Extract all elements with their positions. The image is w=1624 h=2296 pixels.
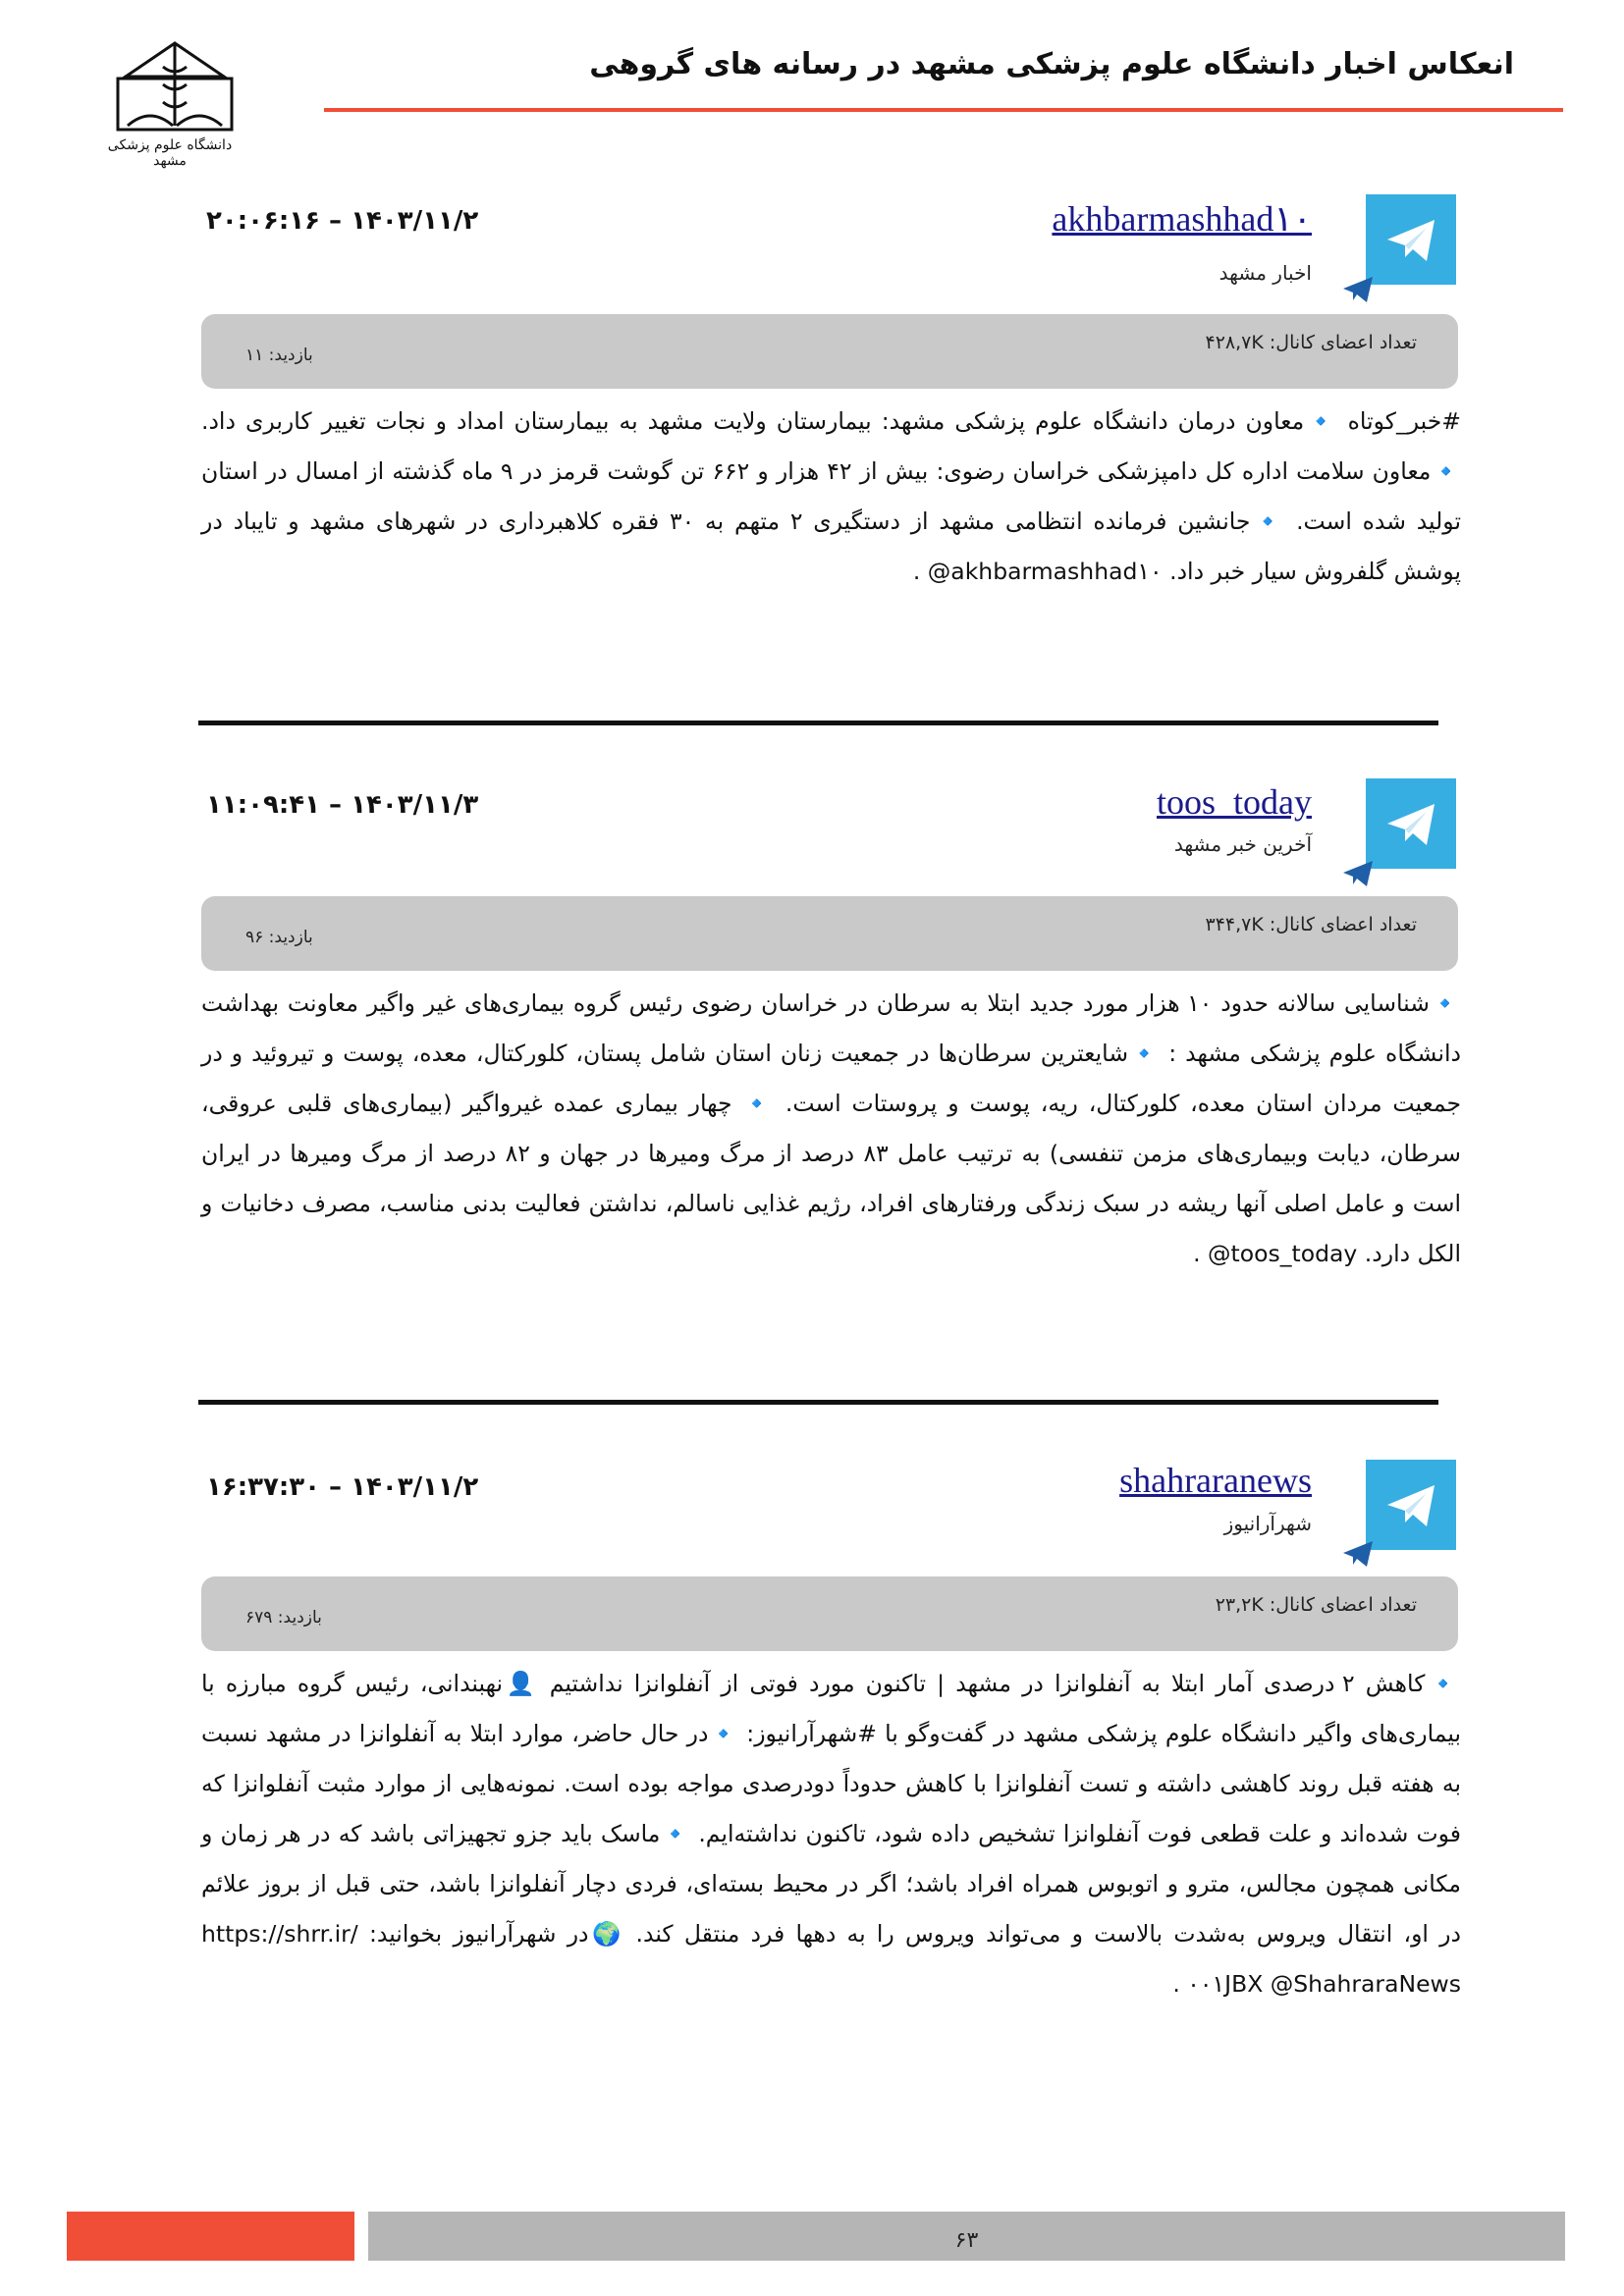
post-body: #خبر_کوتاه 🔹معاون درمان دانشگاه علوم پزشکی مشهد: بیمارستان ولایت مشهد به بیمارستان امداد و نجات تغییر کاربری داد. 🔹معاون سلامت اداره کل دامپزشکی خراسان رضوی: بیش از ۴۲ هزار و ۶۶۲ تن گوشت قرمز در ۹ ماه گذشته از امسال در استان تولید شده است. 🔹جانشین فرمانده انتظامی مشهد از دستگیری ۲ متهم به ۳۰ فقره کلاهبرداری در شهرهای مشهد و تایباد در پوشش گلفروش سیار خبر داد. akhbarmashhad۱۰@ . — [201, 407, 1461, 585]
post-body: 🔹شناسایی سالانه حدود ۱۰ هزار مورد جدید ابتلا به سرطان در خراسان رضوی رئیس گروه بیماری‌های غیر واگیر معاونت بهداشت دانشگاه علوم پزشکی مشهد : 🔹شایعترین سرطان‌ها در جمعیت زنان استان شامل پستان، کلورکتال، معده، پوست و تیروئید و در جمعیت مردان استان معده، کلورکتال، ریه، پوست و پروستات است. 🔹 چهار بیماری عمده غیرواگیر (بیماری‌های قلبی عروقی، سرطان، دیابت وبیماری‌های مزمن تنفسی) به ترتیب عامل ۸۳ درصد از مرگ ومیرها در جهان و ۸۲ درصد از مرگ ومیرها در ایران است و عامل اصلی آنها ریشه در سبک زندگی ورفتارهای افراد، رژیم غذایی ناسالم، نداشتن فعالیت بدنی مناسب، مصرف دخانیات و الکل دارد. toos_today@ . — [201, 989, 1461, 1267]
view-count: بازدید: ۶۷۹ — [245, 1608, 322, 1628]
view-count: بازدید: ۹۶ — [245, 928, 313, 947]
telegram-small-icon — [1341, 273, 1375, 306]
page-title: انعکاس اخبار دانشگاه علوم پزشکی مشهد در رسانه های گروهی — [589, 47, 1514, 81]
stats-bar — [201, 314, 1458, 389]
post-separator — [198, 721, 1438, 725]
stats-bar — [201, 896, 1458, 971]
footer-accent-bar — [67, 2212, 354, 2261]
member-count: تعداد اعضای کانال: ۴۲۸,۷K — [1205, 332, 1417, 353]
header-divider — [324, 108, 1563, 112]
post-body: 🔹کاهش ۲ درصدی آمار ابتلا به آنفلوانزا در مشهد | تاکنون مورد فوتی از آنفلوانزا نداشتیم 👤نهبندانی، رئیس گروه مبارزه با بیماری‌های واگیر دانشگاه علوم پزشکی مشهد در گفت‌وگو با #شهرآرانیوز: 🔹در حال حاضر، موارد ابتلا به آنفلوانزا در مشهد نسبت به هفته قبل روند کاهشی داشته و تست آنفلوانزا با کاهش حدوداً دودرصدی مواجه بوده است. نمونه‌هایی از موارد مثبت آنفلوانزا که فوت شده‌اند و علت قطعی فوت آنفلوانزا تشخیص داده شود، تاکنون نداشته‌ایم. 🔹ماسک باید جزو تجهیزاتی باشد که در هر زمان و مکانی همچون مجالس، مترو و اتوبوس همراه افراد باشد؛ اگر در محیط بسته‌ای، فردی دچار آنفلوانزا باشد، حتی قبل از بروز علائم در او، انتقال ویروس به‌شدت بالاست و می‌تواند ویروس را به دهها فرد منتقل کند. 🌍در شهرآرانیوز بخوانید: https://shrr.ir/۰۰۱JBX @ShahraraNews . — [201, 1670, 1461, 1998]
post-datetime: ۱۶:۳۷:۳۰ – ۱۴۰۳/۱۱/۲ — [206, 1472, 479, 1502]
member-count: تعداد اعضای کانال: ۲۳,۲K — [1215, 1594, 1417, 1616]
channel-name: اخبار مشهد — [1218, 261, 1312, 285]
channel-name: شهرآرانیوز — [1223, 1512, 1312, 1535]
telegram-icon — [1366, 194, 1456, 285]
telegram-icon — [1366, 778, 1456, 869]
post-datetime: ۱۱:۰۹:۴۱ – ۱۴۰۳/۱۱/۳ — [206, 790, 479, 820]
telegram-small-icon — [1341, 1537, 1375, 1571]
page-number: ۶۳ — [954, 2228, 979, 2253]
channel-link[interactable]: toos_today — [1157, 782, 1312, 822]
telegram-small-icon — [1341, 857, 1375, 890]
member-count: تعداد اعضای کانال: ۳۴۴,۷K — [1205, 914, 1417, 935]
view-count: بازدید: ۱۱ — [245, 346, 313, 365]
telegram-icon — [1366, 1460, 1456, 1550]
channel-link[interactable]: akhbarmashhad۱۰ — [1052, 199, 1312, 239]
stats-bar — [201, 1576, 1458, 1651]
logo-caption: دانشگاه علوم پزشکی مشهد — [107, 137, 233, 169]
post-separator — [198, 1400, 1438, 1405]
channel-link[interactable]: shahraranews — [1119, 1461, 1312, 1500]
channel-name: آخرین خبر مشهد — [1173, 832, 1312, 856]
post-datetime: ۲۰:۰۶:۱۶ – ۱۴۰۳/۱۱/۲ — [206, 206, 479, 236]
